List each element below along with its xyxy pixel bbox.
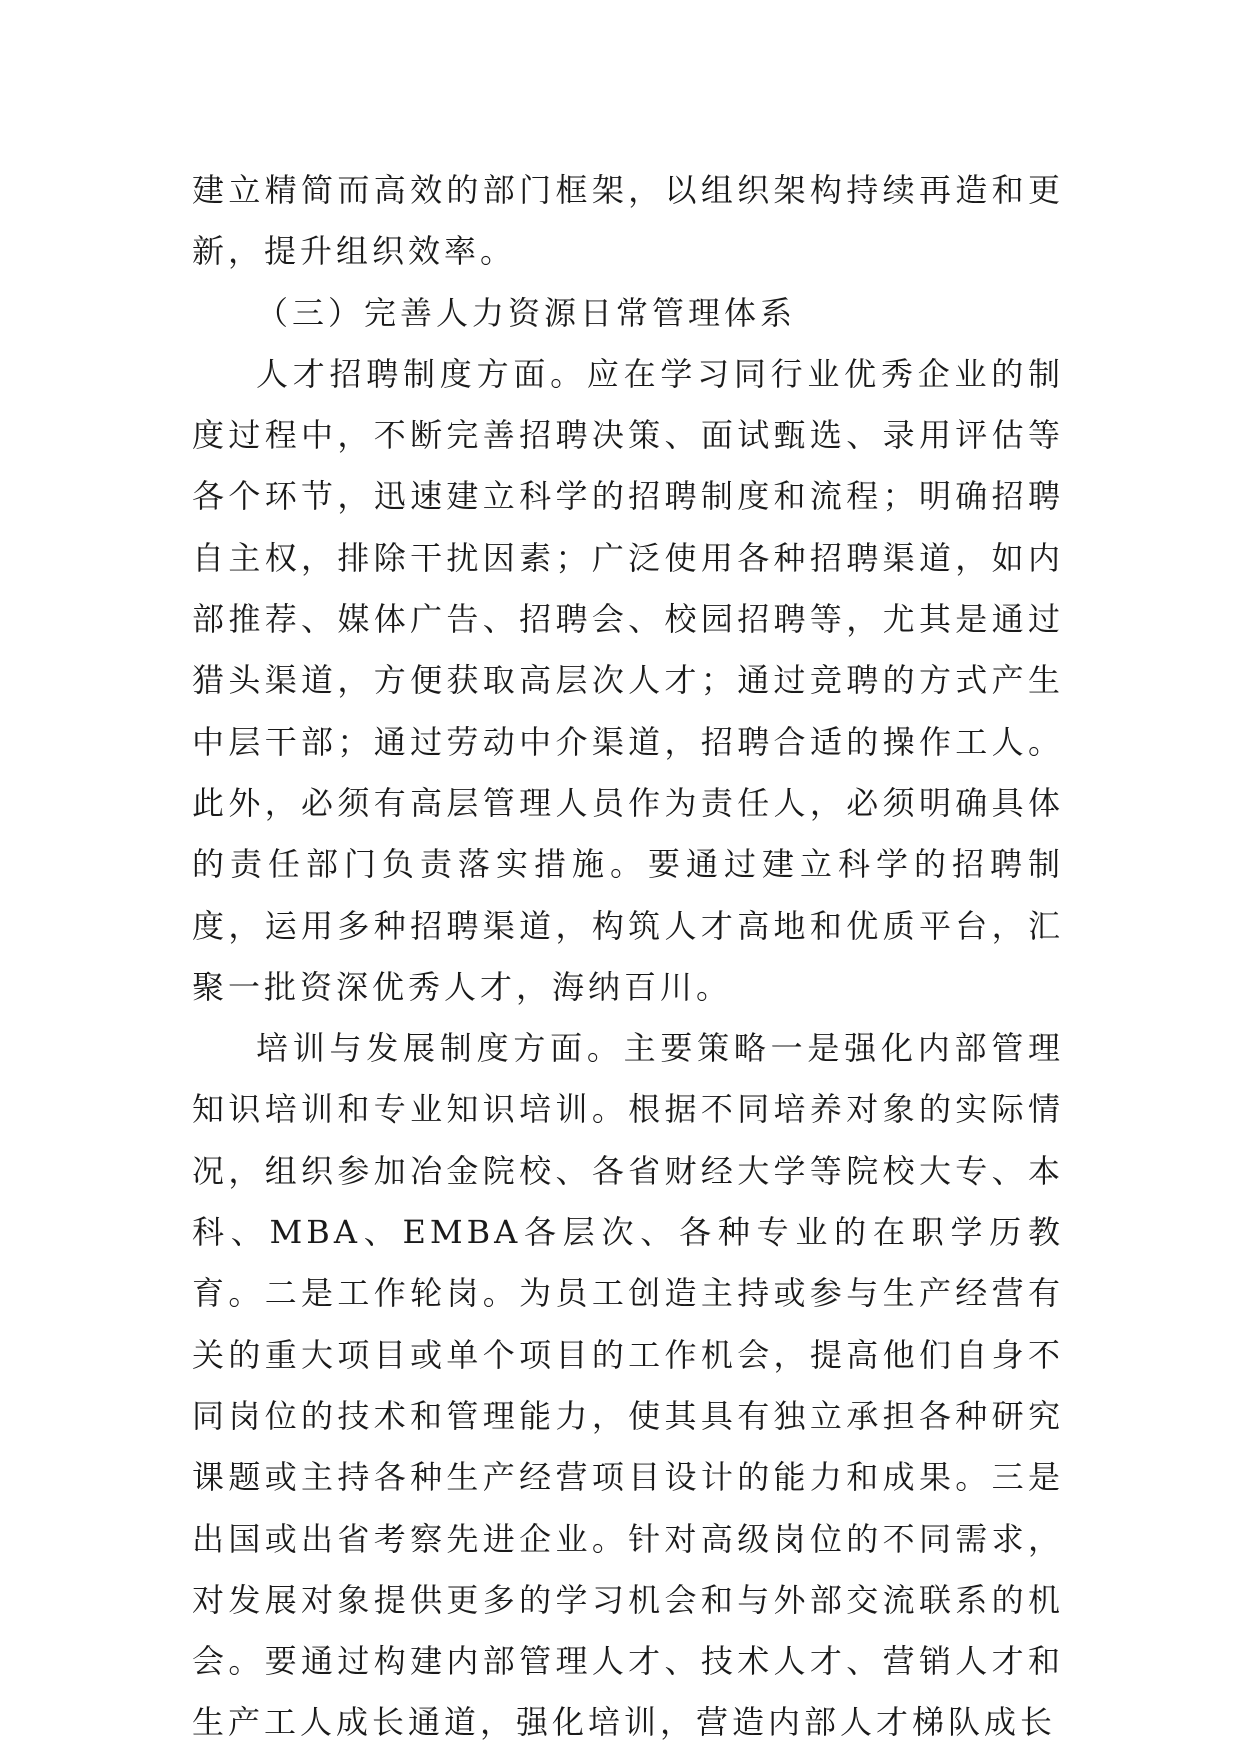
section-heading: （三）完善人力资源日常管理体系 (256, 293, 797, 332)
paragraph-training: 培训与发展制度方面。主要策略一是强化内部管理知识培训和专业知识培训。根据不同培养对象的实际情况，组织参加冶金院校、各省财经大学等院校大专、本科、MBA、EMBA各层次、各种专业的在职学历教育。二是工作轮岗。为员工创造主持或参与生产经营有关的重大项目或单个项目的工作机会，提高他们自身不同岗位的技术和管理能力，使其具有独立承担各种研究课题或主持各种生产经营项目设计的能力和成果。三是出国或出省考察先进企业。针对高级岗位的不同需求，对发展对象提供更多的学习机会和与外部交流联系的机会。要通过构建内部管理人才、技术人才、营销人才和生产工人成长通道，强化培训，营造内部人才梯队成长 (192, 1029, 1064, 1742)
paragraph-recruitment: 人才招聘制度方面。应在学习同行业优秀企业的制度过程中，不断完善招聘决策、面试甄选、录用评估等各个环节，迅速建立科学的招聘制度和流程；明确招聘自主权，排除干扰因素；广泛使用各种招聘渠道，如内部推荐、媒体广告、招聘会、校园招聘等，尤其是通过猎头渠道，方便获取高层次人才；通过竞聘的方式产生中层干部；通过劳动中介渠道，招聘合适的操作工人。此外，必须有高层管理人员作为责任人，必须明确具体的责任部门负责落实措施。要通过建立科学的招聘制度，运用多种招聘渠道，构筑人才高地和优质平台，汇聚一批资深优秀人才，海纳百川。 (192, 354, 1064, 1006)
document-body (192, 160, 1064, 1754)
continuation-paragraph: 建立精简而高效的部门框架，以组织架构持续再造和更新，提升组织效率。 (192, 171, 1064, 271)
